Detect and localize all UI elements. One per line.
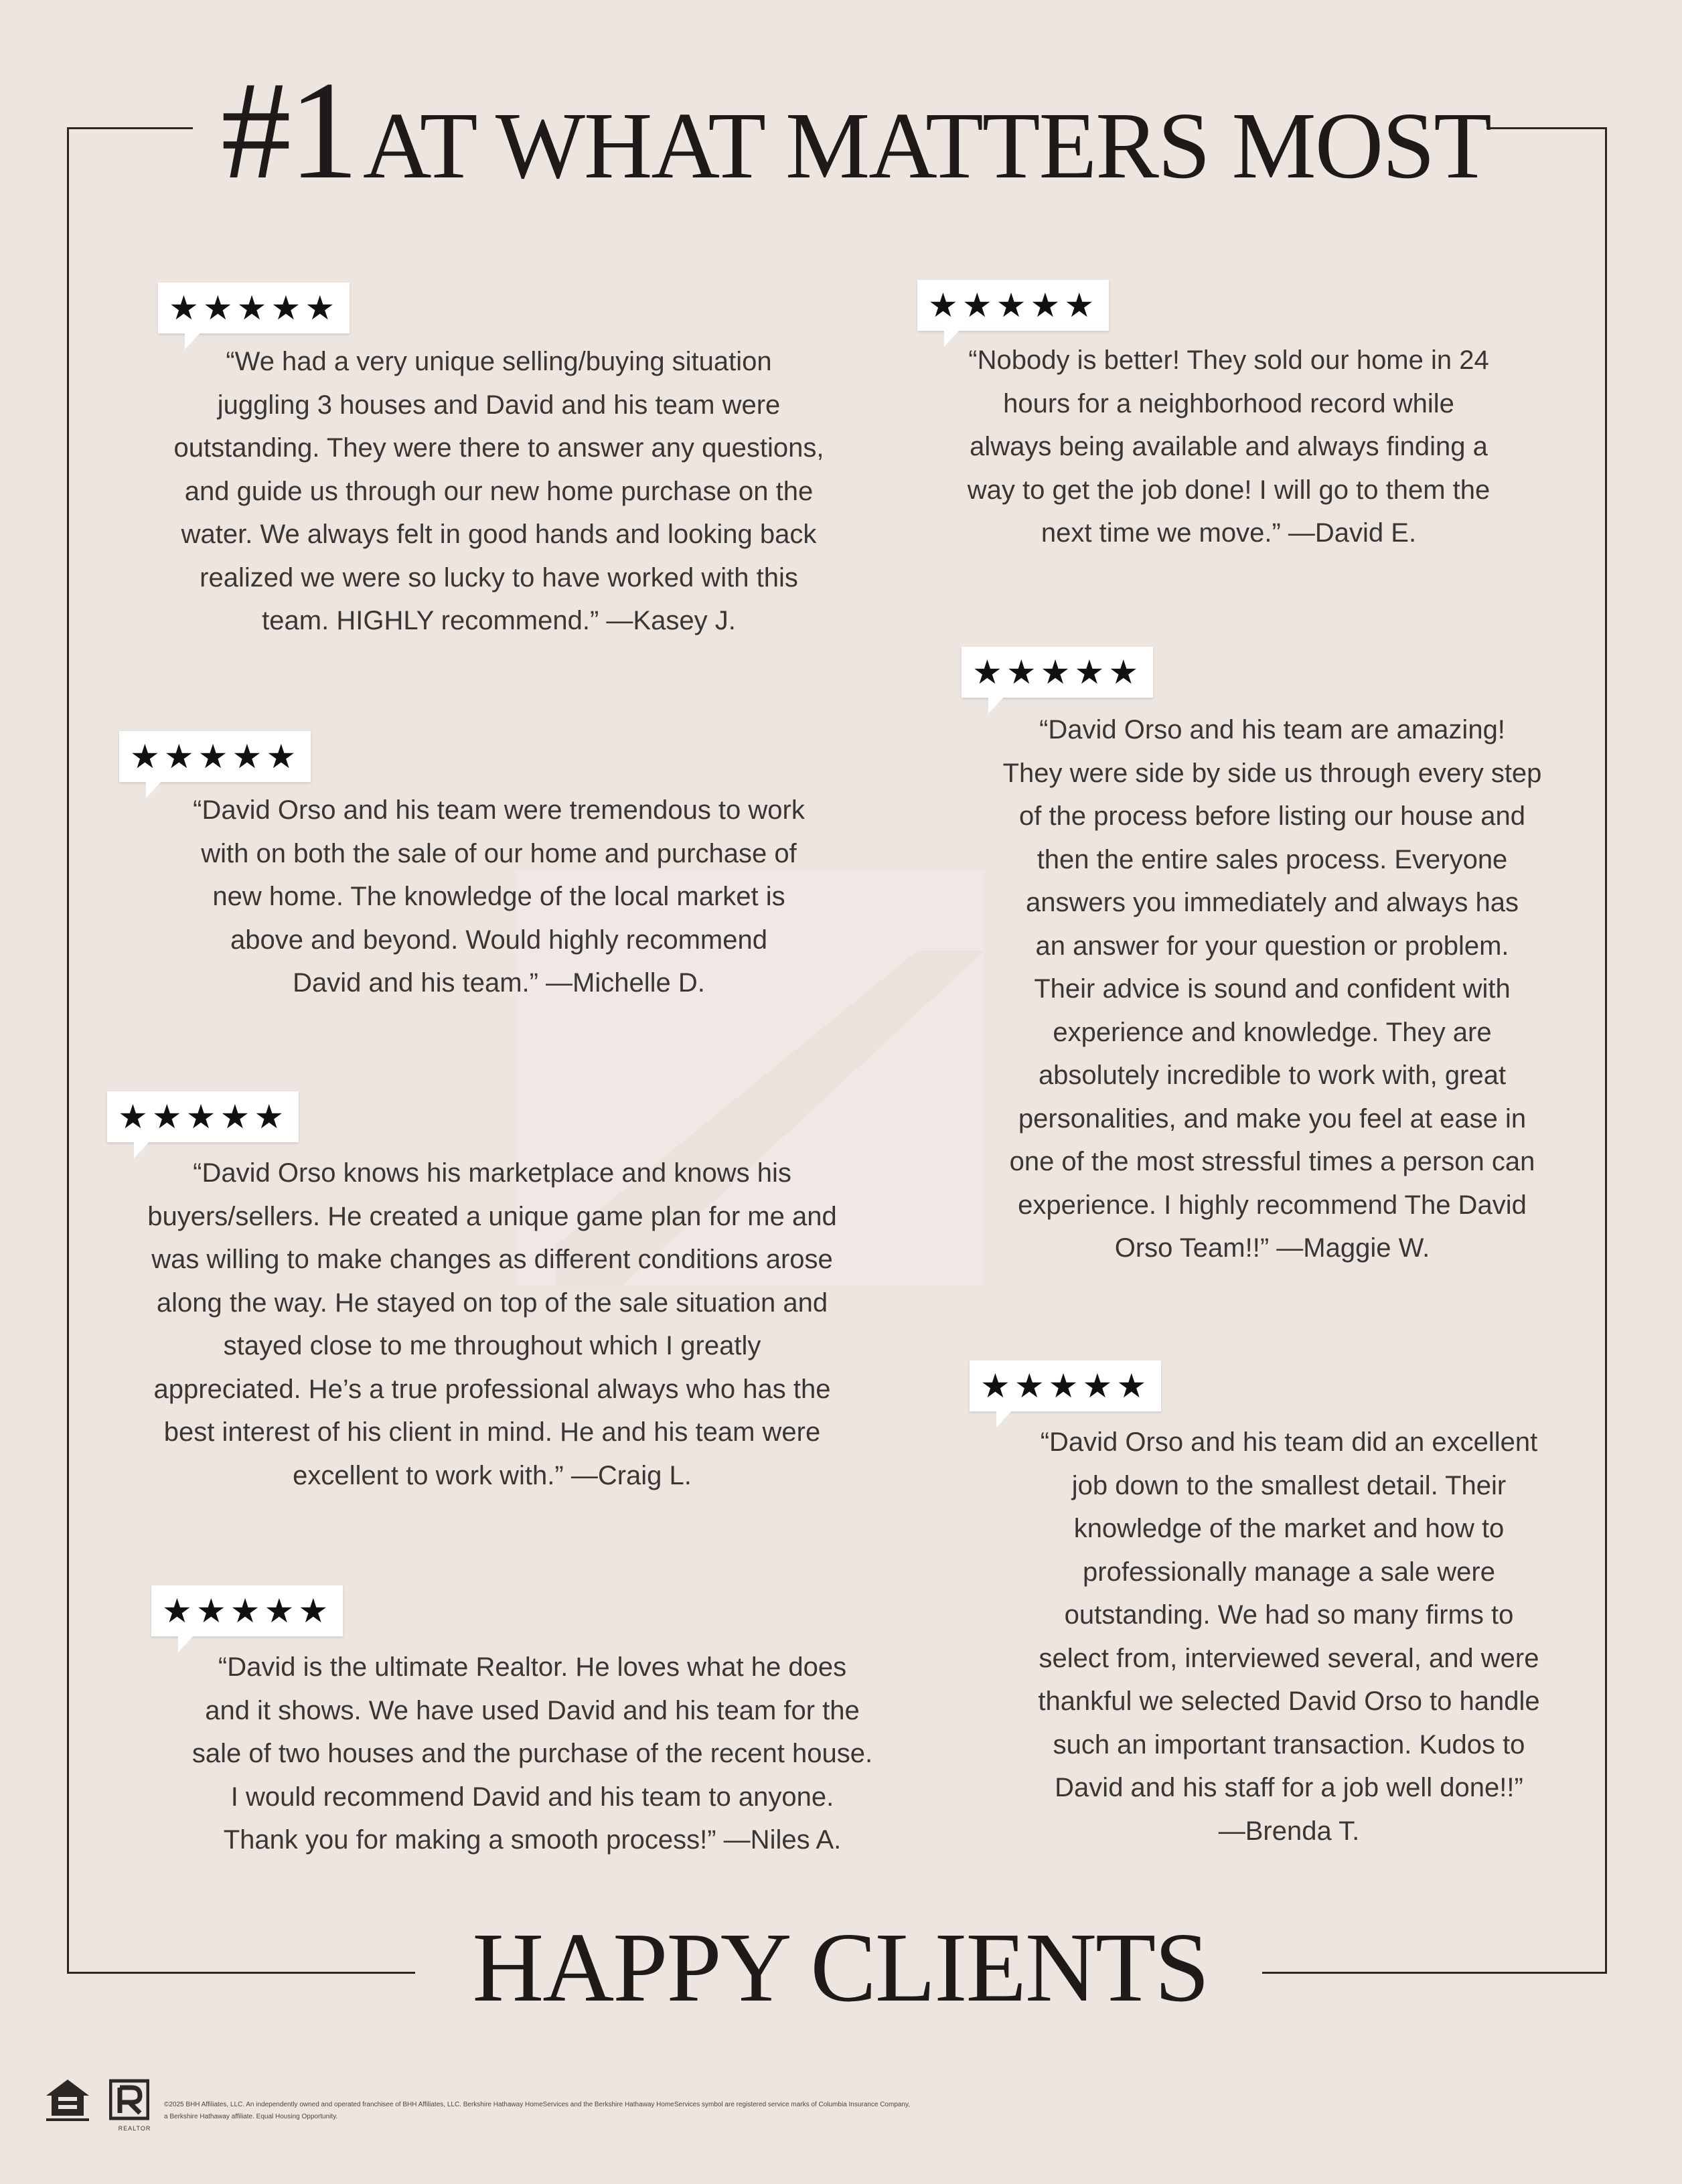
review-line: then the entire sales process. Everyone bbox=[1037, 844, 1508, 874]
star-icon: ★ bbox=[230, 1591, 260, 1630]
review-line: outstanding. They were there to answer any questions, bbox=[173, 433, 824, 463]
star-icon: ★ bbox=[264, 1591, 295, 1630]
star-rating bbox=[158, 283, 350, 333]
review-line: —Brenda T. bbox=[1218, 1816, 1360, 1846]
star-icon: ★ bbox=[1082, 1367, 1113, 1405]
title-number: #1 bbox=[221, 53, 356, 208]
star-rating bbox=[119, 731, 311, 782]
compliance-logos bbox=[44, 2076, 160, 2132]
review-text bbox=[154, 1646, 911, 1862]
star-icon: ★ bbox=[266, 737, 297, 776]
review-line: next time we move.” —David E. bbox=[1041, 518, 1417, 548]
review-line: outstanding. We had so many firms to bbox=[1064, 1600, 1514, 1630]
frame-bottom-left bbox=[67, 1972, 415, 1974]
page-title bbox=[221, 53, 1490, 208]
review-line: “David Orso knows his marketplace and knows his bbox=[193, 1158, 791, 1188]
review-line: excellent to work with.” —Craig L. bbox=[293, 1460, 692, 1490]
review-text bbox=[937, 708, 1607, 1270]
review-line: such an important transaction. Kudos to bbox=[1053, 1729, 1525, 1760]
review-line: They were side by side us through every step bbox=[1002, 758, 1542, 788]
star-icon: ★ bbox=[1014, 1367, 1045, 1405]
star-rating bbox=[151, 1585, 343, 1636]
star-icon: ★ bbox=[198, 737, 228, 776]
review-line: absolutely incredible to work with, great bbox=[1038, 1061, 1507, 1090]
review-line: personalities, and make you feel at ease in bbox=[1018, 1103, 1527, 1134]
star-icon: ★ bbox=[162, 1591, 192, 1630]
star-icon: ★ bbox=[151, 1097, 182, 1136]
review-line: and guide us through our new home purchase on the bbox=[184, 476, 814, 506]
review-line: stayed close to me throughout which I greatly bbox=[223, 1331, 761, 1360]
star-icon: ★ bbox=[118, 1097, 148, 1136]
review-line: along the way. He stayed on top of the sale situation and bbox=[156, 1288, 828, 1318]
review-line: with on both the sale of our home and purchase of bbox=[201, 838, 797, 868]
star-icon: ★ bbox=[1006, 653, 1037, 692]
star-icon: ★ bbox=[996, 286, 1026, 325]
star-icon: ★ bbox=[220, 1097, 250, 1136]
review-line: David and his team.” —Michelle D. bbox=[293, 968, 705, 998]
star-icon: ★ bbox=[130, 737, 160, 776]
star-icon: ★ bbox=[962, 286, 992, 325]
star-icon: ★ bbox=[196, 1591, 226, 1630]
equal-housing-icon bbox=[44, 2076, 92, 2124]
star-rating bbox=[917, 280, 1109, 331]
review-line: David and his staff for a job well done!!” bbox=[1055, 1773, 1523, 1802]
star-icon: ★ bbox=[1074, 653, 1105, 692]
frame-bottom-right bbox=[1262, 1972, 1607, 1974]
star-icon: ★ bbox=[1048, 1367, 1079, 1405]
star-icon: ★ bbox=[980, 1367, 1010, 1405]
review-line: “We had a very unique selling/buying situation bbox=[226, 347, 772, 376]
review-line: water. We always felt in good hands and looking back bbox=[181, 520, 817, 549]
title-text: AT WHAT MATTERS MOST bbox=[363, 92, 1490, 198]
review-line: “David Orso and his team are amazing! bbox=[1039, 715, 1505, 745]
star-icon: ★ bbox=[185, 1097, 216, 1136]
review-line: an answer for your question or problem. bbox=[1035, 931, 1509, 961]
review-line: team. HIGHLY recommend.” —Kasey J. bbox=[262, 606, 736, 635]
review-line: Thank you for making a smooth process!” —Niles A. bbox=[223, 1825, 842, 1855]
star-rating bbox=[970, 1360, 1161, 1411]
star-icon: ★ bbox=[1116, 1367, 1147, 1405]
review-text bbox=[978, 1421, 1600, 1853]
review-line: was willing to make changes as different conditions arose bbox=[151, 1245, 833, 1274]
review-text bbox=[114, 1152, 870, 1497]
star-icon: ★ bbox=[169, 289, 199, 327]
review-line: buyers/sellers. He created a unique game plan for me and bbox=[147, 1201, 837, 1231]
legal-disclaimer: ©2025 BHH Affiliates, LLC. An independently owned and operated franchisee of BHH Affiliates, LLC. Berkshire Hathaway HomeServices and the Berkshire Hathaway HomeServices symbol are registered service marks of Columbia Insurance Company, a Berkshire Hathaway affiliate. Equal Housing Opportunity. bbox=[164, 2101, 911, 2120]
review-line: I would recommend David and his team to anyone. bbox=[230, 1782, 834, 1812]
frame-top-right bbox=[1486, 127, 1607, 129]
review-line: Orso Team!!” —Maggie W. bbox=[1114, 1233, 1430, 1263]
review-line: one of the most stressful times a person can bbox=[1009, 1147, 1535, 1176]
star-icon: ★ bbox=[1064, 286, 1095, 325]
star-icon: ★ bbox=[1030, 286, 1061, 325]
star-icon: ★ bbox=[236, 289, 267, 327]
review-line: professionally manage a sale were bbox=[1083, 1557, 1495, 1587]
footer-title: HAPPY CLIENTS bbox=[472, 1913, 1209, 2023]
review-line: “David Orso and his team did an excellent bbox=[1040, 1427, 1538, 1457]
star-icon: ★ bbox=[1040, 653, 1071, 692]
review-line: answers you immediately and always has bbox=[1026, 888, 1519, 917]
star-rating bbox=[962, 647, 1153, 698]
review-line: job down to the smallest detail. Their bbox=[1071, 1470, 1507, 1500]
realtor-icon bbox=[109, 2076, 149, 2124]
review-line: appreciated. He’s a true professional always who has the bbox=[153, 1374, 831, 1404]
review-line: experience and knowledge. They are bbox=[1053, 1017, 1492, 1047]
review-line: “David is the ultimate Realtor. He loves what he does bbox=[218, 1652, 847, 1682]
review-line: always being available and always finding a bbox=[970, 432, 1488, 461]
review-text bbox=[911, 339, 1547, 555]
star-icon: ★ bbox=[972, 653, 1002, 692]
review-line: best interest of his client in mind. He and his team were bbox=[163, 1417, 821, 1447]
review-line: and it shows. We have used David and his team for the bbox=[205, 1695, 860, 1725]
review-line: of the process before listing our house and bbox=[1018, 801, 1526, 831]
realtor-logo bbox=[109, 2076, 160, 2132]
star-icon: ★ bbox=[271, 289, 301, 327]
review-line: hours for a neighborhood record while bbox=[1003, 388, 1454, 418]
star-icon: ★ bbox=[202, 289, 233, 327]
review-line: above and beyond. Would highly recommend bbox=[230, 925, 767, 955]
star-icon: ★ bbox=[305, 289, 335, 327]
review-text bbox=[134, 789, 864, 1005]
star-icon: ★ bbox=[1108, 653, 1139, 692]
review-line: way to get the job done! I will go to them the bbox=[967, 475, 1490, 505]
review-line: juggling 3 houses and David and his team were bbox=[217, 390, 781, 420]
review-line: “Nobody is better! They sold our home in 24 bbox=[968, 345, 1489, 375]
star-icon: ★ bbox=[298, 1591, 329, 1630]
star-icon: ★ bbox=[163, 737, 194, 776]
review-line: realized we were so lucky to have worked with this bbox=[200, 562, 798, 593]
review-line: “David Orso and his team were tremendous to work bbox=[193, 795, 805, 825]
star-rating bbox=[107, 1091, 299, 1142]
star-icon: ★ bbox=[232, 737, 262, 776]
review-line: select from, interviewed several, and were bbox=[1039, 1643, 1539, 1673]
review-text bbox=[134, 340, 864, 643]
frame-top-left bbox=[67, 127, 193, 129]
review-line: thankful we selected David Orso to handle bbox=[1038, 1687, 1540, 1716]
review-line: Their advice is sound and confident with bbox=[1034, 974, 1511, 1004]
review-line: experience. I highly recommend The David bbox=[1018, 1190, 1527, 1220]
star-icon: ★ bbox=[928, 286, 958, 325]
review-line: knowledge of the market and how to bbox=[1073, 1514, 1505, 1543]
frame-left bbox=[67, 127, 69, 1974]
review-line: new home. The knowledge of the local market is bbox=[212, 882, 785, 911]
star-icon: ★ bbox=[254, 1097, 285, 1136]
review-line: sale of two houses and the purchase of the recent house. bbox=[192, 1739, 873, 1768]
realtor-label: REALTOR bbox=[118, 2125, 151, 2132]
